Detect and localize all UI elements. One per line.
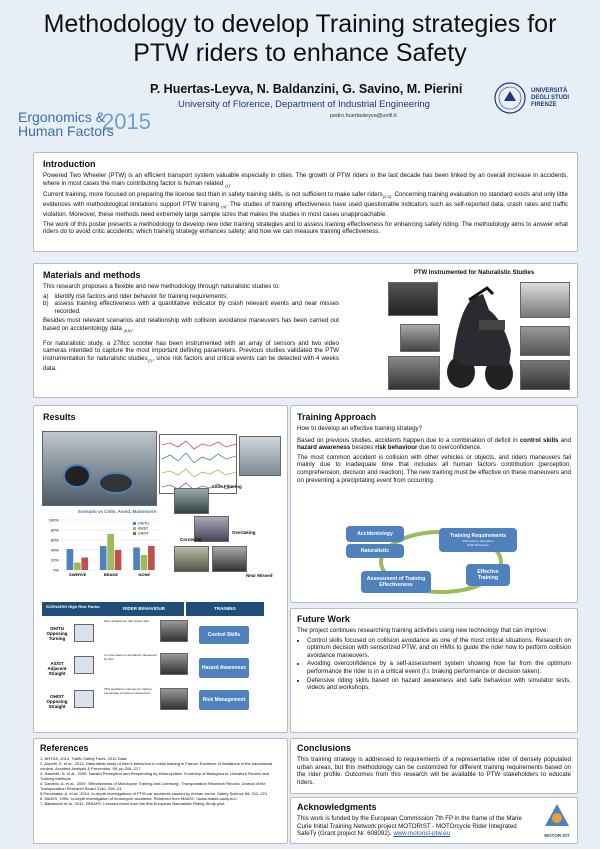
bar-as-st-swerve xyxy=(74,563,81,571)
chart-title: Scenario vs Colls. Avoid. Manoeuvre xyxy=(77,509,157,514)
bar-oh-tu-none xyxy=(133,548,140,571)
node-accidentology: Accidentology xyxy=(346,526,404,542)
conference-year: 2015 xyxy=(102,109,151,134)
dashboard-photo xyxy=(388,282,438,316)
poster-title: Methodology to develop Training strategies for PTW riders to enhance Safety xyxy=(43,10,557,67)
x-tick-label: NONE xyxy=(138,572,151,577)
x-tick-label: SWERVE xyxy=(69,572,87,577)
motorist-logo xyxy=(539,802,575,840)
training-risk-management: Risk Management xyxy=(199,690,249,710)
conclusions-section xyxy=(290,738,578,794)
scenario-oh-st: OH/ST Opposing Straight xyxy=(46,694,68,709)
sensor-photo xyxy=(400,324,440,352)
affiliation: University of Florence, Department of Industrial Engineering xyxy=(178,99,430,110)
acknowledgments-text: This work is funded by the European Commission 7th FP in the frame of the Marie Curie Initial Training Network project MOTORIST - MOTOrcycle Rider Integrated SafeTy (Grant project Nr. 608092). www.motorist-ptw.eu xyxy=(297,815,522,838)
references-section xyxy=(33,738,288,844)
behaviour-3-image xyxy=(160,688,188,710)
road-camera-image xyxy=(98,472,134,494)
header-training: TRAINING xyxy=(186,602,264,616)
reference-item: 3. Haworth, N. et al., 2005. Hazard Perception and Responding by Motorcyclists: Summary of Background, Literature Review and Training Methods xyxy=(40,771,270,781)
node-training-requirements: Training Requirements Risk factors, Scenarios Rider Behaviour xyxy=(439,528,517,552)
future-bullet: • Control skills focused on collision avoidance as one of the most critical situations. Research on optimum decision with sensorized PTW, and on HMIs to guide the rider how to perform collision avoidance maneuvers. xyxy=(307,637,571,660)
legend-label: OH/ST xyxy=(138,531,149,536)
materials-section xyxy=(33,263,578,398)
bar-oh-tu-brake xyxy=(100,546,107,570)
scenario-as-st: AS/ST Adjacent Straight xyxy=(47,661,67,676)
y-tick-label: 60% xyxy=(50,537,59,543)
scenario-oh-tu: OH/TU Opposing Turning xyxy=(46,626,68,641)
motorist-logo-icon xyxy=(543,802,571,828)
behaviour-1-image xyxy=(160,620,188,642)
bar-oh-st-brake xyxy=(115,550,122,570)
behaviour-3: 75% avoidance manoeuvre; highest percentage of swerve manoeuvres xyxy=(104,687,152,695)
wheel-photo xyxy=(520,360,570,390)
map-image xyxy=(239,436,281,476)
reference-item: 7. Baldanzini et al., 2011. 2BSAFE: Lessons learnt from the first European Naturalistic Riding Study pilot. xyxy=(40,801,226,806)
bar-as-st-none xyxy=(141,555,148,570)
university-line2: DEGLI STUDI xyxy=(531,94,570,101)
label-overtaking: Overtaking xyxy=(232,530,256,535)
university-line3: FIRENZE xyxy=(531,101,557,108)
introduction-heading: Introduction xyxy=(43,159,96,169)
node-assessment: Assessment of Training Effectiveness xyxy=(361,571,431,593)
conference-line1: Ergonomics & xyxy=(18,109,106,125)
scenario-chart xyxy=(39,514,169,582)
future-bullet: • Avoiding overconfidence by a self-assessment system showing how far from the optimum performance the rider is in a critical event (f.i. braking performance or decision taken). xyxy=(307,660,571,675)
scooter-image xyxy=(439,280,519,392)
conclusions-heading: Conclusions xyxy=(297,743,352,753)
reference-item: 2. Aupetit, S. et al., 2013. Naturalistic study of rider's behaviour in initial training in France: Evidence of limitations in the educational content. Accident Analysis & Prevention, 58, pp.206–217 xyxy=(40,761,273,771)
training-approach-text: How to develop an effective training strategy? Based on previous studies, accidents happen due to a combination of deficit in control skills and hazard awareness besides risk behaviour due to overconfidence. The most common accident is collision with other vehicles or objects, and riders maneuvers fail mainly due to inadequate time that includes all human factors contribution (perception, comprehension, decision and reaction). The new training must be effective on these maneuvers and on preventing a precipitating event from occurring. xyxy=(297,425,571,484)
lane-filtering-image xyxy=(174,488,209,514)
university-line1: UNIVERSITÀ xyxy=(531,87,568,94)
results-heading: Results xyxy=(43,412,76,422)
behaviour-2: In most cases no avoidance manoeuvre by rider xyxy=(104,653,158,661)
reference-item: 4. Daniello, A. et al., 2009. 'Effectiveness of Motorcycle Training and Licensing', Transportation Research Record: Journal of the Transportation Research Board 2140, 206–13. xyxy=(40,781,266,791)
x-tick-label: BRAKE xyxy=(103,572,119,577)
university-logo xyxy=(493,78,583,118)
university-seal-icon xyxy=(493,81,527,115)
future-bullet: • Defensive riding skills based on hazard awareness and safe behaviour with simulator tests, videos and workshops. xyxy=(307,677,571,692)
acknowledgments-section xyxy=(290,797,578,844)
y-tick-label: 0% xyxy=(53,567,59,573)
video-frame-image xyxy=(42,431,157,506)
conference-logo xyxy=(18,109,151,139)
authors: P. Huertas-Leyva, N. Baldanzini, G. Savino, M. Pierini xyxy=(150,82,463,96)
training-hazard-awareness: Hazard Awareness xyxy=(199,658,249,678)
results-section xyxy=(33,405,288,733)
future-work-section xyxy=(290,608,578,733)
near-missed-image xyxy=(212,546,247,572)
node-naturalistic: Naturalistic xyxy=(346,544,404,558)
y-tick-label: 100% xyxy=(48,517,59,523)
references-list xyxy=(40,756,281,806)
motorist-logo-text: MOTOR-IST xyxy=(544,833,570,838)
conclusions-text: This training strategy is addressed to requirements of a representative rider of densely populated urban areas, but this methodology can be customized for different training requirements based on the rider profile. Outcomes from this research will be available to PTW stakeholders to educate riders. xyxy=(297,756,571,786)
reference-item: 6. MAIDS, 1999. In-depth investigation of motorcycle accidents. Retrieved from MAIDS: <www.maids-study.eu>. xyxy=(40,796,239,801)
camera-photo xyxy=(388,356,440,390)
label-lane-filtering: Lane Filtering xyxy=(212,484,242,489)
cornering-image xyxy=(174,546,209,572)
label-cornering: Cornering xyxy=(180,537,202,542)
introduction-text: Powered Two Wheeler (PTW) is an efficient transport system valuable especially in cities. The growth of PTW riders in the last decade has been linked by an overall increase in accidents, where in most cases the main contributing factor is human related $_{(1)}$. Current training, more focused on preparing the license test than in safety training skills, is not sufficient to make safer riders$_{(2,3)}$. Concerning training evaluation no standard exists and only little evidences with methodological limitations support PTW training $_{(4)}$. The studies of training effectiveness have used questionable indicators such as self-reported data, crash rates and traffic violation. Moreover, these methods need extremely large sample sizes that makes the studies in most cases unapproachable. The work of this poster presents a methodology to develop new rider training strategies and to assess training effectiveness for enhancing safety riding. The methodology aims to answer what riders do to avoid critic accidents; which training strategy enhances safety; and how we can measure training effectiveness. xyxy=(43,172,568,236)
reference-item: 1. NHTSA, 2014. Traffic Safety Facts. 2012 Data. xyxy=(40,756,128,761)
scenario-oh-tu-diagram xyxy=(74,624,94,642)
email[interactable]: pedro.huertasleyva@unifi.it xyxy=(330,113,397,119)
motorist-link[interactable]: www.motorist-ptw.eu xyxy=(393,830,451,838)
training-control-skills: Control Skills xyxy=(199,626,249,644)
header-scenario: SCENARIO High Risk Factor xyxy=(42,602,104,616)
reference-item: 5.Penumaka, A. et al., 2014. In-depth investigations of PTW-car accidents caused by human errors. Safety Science 68, 212–221 xyxy=(40,791,268,796)
training-approach-heading: Training Approach xyxy=(297,412,377,422)
references-heading: References xyxy=(40,743,89,753)
materials-text: This research proposes a flexible and new methodology through naturalistic studies to: a) identify risk factors and rider behavior for training requirements; b) assess training effectiveness with a quantitative indicator by crash relevant events and near misses recorded. Besides most relevant scenarios and relationship with collision avoidance maneuvers has been carried out based on accidentology data $_{(5,6)}$. For naturalistic study, a 278cc scooter has been instrumented with an array of sensors and two video cameras intended to capture the most important defining parameters. Previous studies validated the PTW instrumentation for naturalistic studies$_{(7)}$, since risk factors and critical events can be detected with 4 weeks data. xyxy=(43,283,339,372)
label-near-missed: Near Missed xyxy=(246,573,273,578)
bar-as-st-brake xyxy=(107,534,114,570)
future-work-heading: Future Work xyxy=(297,614,350,624)
header-rider-behaviour: RIDER BEHAVIOUR xyxy=(104,602,184,616)
training-approach-section xyxy=(290,405,578,603)
scenario-as-st-diagram xyxy=(74,656,94,674)
bar-oh-st-none xyxy=(148,546,155,570)
legend-swatch xyxy=(133,527,136,530)
y-tick-label: 20% xyxy=(50,557,59,563)
rider-camera-image xyxy=(63,464,91,488)
figure-caption: PTW Instrumented for Naturalistic Studies xyxy=(413,270,535,276)
future-work-text: The project continues researching training activities using new technology that can improve: • Control skills focused on collision avoidance as one of the most critical situations. Research on optimum decision with sensorized PTW, and on HMIs to guide the rider how to perform collision avoidance maneuvers. • Avoiding overconfidence by a self-assessment system showing how far from the optimum performance the rider is in a critical event (f.i. braking performance or decision taken). • Defensive riding skills based on hazard awareness and safe behaviour with simulator tests, videos and workshops. xyxy=(297,627,571,692)
y-tick-label: 40% xyxy=(50,547,59,553)
node-effective-training: Effective Training xyxy=(466,564,510,586)
legend-swatch xyxy=(133,522,136,525)
legend-label: AS/ST xyxy=(138,526,149,531)
y-tick-label: 80% xyxy=(50,527,59,533)
rear-photo xyxy=(520,282,570,318)
behaviour-2-image xyxy=(160,653,188,675)
scenario-oh-st-diagram xyxy=(74,690,94,708)
materials-heading: Materials and methods xyxy=(43,270,141,280)
conference-line2: Human Factors xyxy=(18,123,114,139)
datalogger-photo xyxy=(520,326,570,356)
legend-label: OH/TU xyxy=(138,521,149,526)
legend-swatch xyxy=(133,532,136,535)
behaviour-1: More actual lever with proper skill xyxy=(104,619,149,623)
bar-oh-st-swerve xyxy=(81,558,88,571)
bar-oh-tu-swerve xyxy=(67,549,74,570)
acknowledgments-heading: Acknowledgments xyxy=(297,802,377,812)
introduction-section xyxy=(33,152,578,252)
